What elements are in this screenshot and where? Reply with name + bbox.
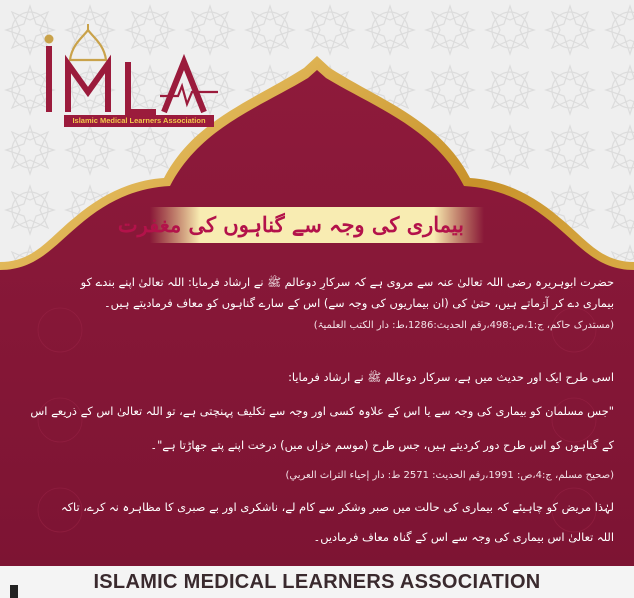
article-line-3: اسی طرح ایک اور حدیث میں ہے، سرکار دوعالم ﷺ نے ارشاد فرمایا:: [288, 370, 614, 384]
logo-subtitle: Islamic Medical Learners Association: [64, 115, 214, 127]
article-line-7: اللہ تعالیٰ اس بیماری کی وجہ سے اس کے گناہ معاف فرمادیں۔: [313, 530, 614, 544]
article-title: بیماری کی وجہ سے گناہوں کی مغفرت: [117, 212, 464, 237]
footer-title: ISLAMIC MEDICAL LEARNERS ASSOCIATION: [93, 571, 541, 593]
reference-2: (صحیح مسلم، ج:4،ص: 1991،رقم الحدیث: 2571 ط: دار إحياء التراث العربي): [285, 470, 614, 481]
article-line-1: حضرت ابوہریرہ رضی اللہ تعالیٰ عنہ سے مروی ہے کہ سرکارِ دوعالم ﷺ نے ارشاد فرمایا: اللہ تعالیٰ اپنے بندے کو: [80, 275, 614, 289]
article-line-4: "جس مسلمان کو بیماری کی وجہ سے یا اس کے علاوہ کسی اور وجہ سے تکلیف پہنچتی ہے، تو اللہ تعالیٰ اس کے ذریعے اس: [30, 404, 614, 418]
article-line-6: لہٰذا مریض کو چاہیئے کہ بیماری کی حالت میں صبر وشکر سے کام لے، ناشکری اور بے صبری کا مظاہرہ نہ کرے، تاکہ: [60, 500, 614, 514]
reference-1: (مستدرک حاکم، ج:1،ص:498،رقم الحدیث:1286،ط: دار الکتب العلمیۃ): [313, 320, 614, 331]
dome-icon: [70, 30, 106, 60]
article-line-2: بیماری دے کر آزماتے ہیں، حتیٰ کی (ان بیماریوں کی وجہ سے) اس کے سارے گناہوں کو معاف فرمادیتے ہیں۔: [103, 296, 614, 310]
corner-mark: [10, 585, 18, 598]
article-line-5: کے گناہوں کو اس طرح دور کردیتے ہیں، جس طرح (موسم خزاں میں) درخت اپنے پتے جھاڑتا ہے"۔: [150, 438, 614, 452]
